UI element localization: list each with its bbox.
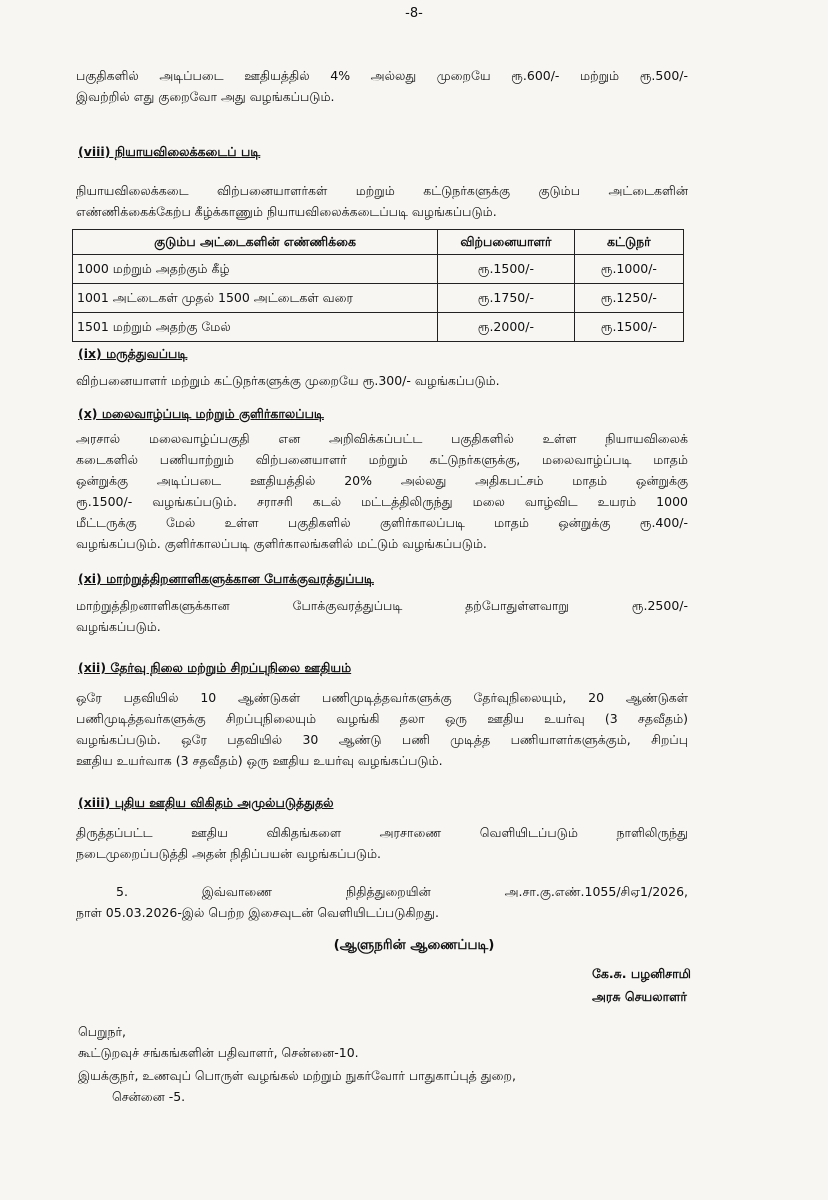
recipient-line: இயக்குநர், உணவுப் பொருள் வழங்கல் மற்றும் நுகர்வோர் பாதுகாப்புத் துறை, [78,1068,516,1083]
cell-packer-amount: ரூ.1000/- [574,255,683,284]
paragraph-line: பணிமுடித்தவர்களுக்கு சிறப்புநிலையும் வழங்கி தலா ஒரு ஊதிய உயர்வு (3 சதவீதம்) [76,711,688,726]
paragraph-line: விற்பனையாளர் மற்றும் கட்டுநர்களுக்கு முறையே ரூ.300/- வழங்கப்படும். [76,373,500,388]
paragraph-line: நடைமுறைப்படுத்தி அதன் நிதிப்பயன் வழங்கப்படும். [76,846,382,861]
paragraph-line: ஊதிய உயர்வாக (3 சதவீதம்) ஒரு ஊதிய உயர்வு வழங்கப்படும். [76,753,443,768]
recipient-line: சென்னை -5. [112,1089,186,1104]
section-heading-x: (x) மலைவாழ்ப்படி மற்றும் குளிர்காலப்படி [78,406,324,421]
paragraph-line: இவற்றில் எது குறைவோ அது வழங்கப்படும். [76,89,335,104]
cell-card-range: 1001 அட்டைகள் முதல் 1500 அட்டைகள் வரை [73,284,438,313]
section-heading-xii: (xii) தேர்வு நிலை மற்றும் சிறப்புநிலை ஊதியம் [78,660,352,675]
table-row [73,313,684,342]
section-xiii-paragraph [76,822,688,864]
paragraph-line: ஒரே பதவியில் 10 ஆண்டுகள் பணிமுடித்தவர்களுக்கு தேர்வுநிலையும், 20 ஆண்டுகள் [76,690,688,705]
section-xii-paragraph [76,687,688,771]
allowance-table [72,229,684,342]
cell-packer-amount: ரூ.1500/- [574,313,683,342]
recipient-line: கூட்டுறவுச் சங்கங்களின் பதிவாளர், சென்னை-10. [78,1045,359,1060]
paragraph-line: மாற்றுத்திறனாளிகளுக்கான போக்குவரத்துப்படி தற்போதுள்ளவாறு ரூ.2500/- [76,598,688,613]
section-heading-xiii: (xiii) புதிய ஊதிய விகிதம் அமுல்படுத்துதல் [78,795,334,810]
paragraph-line: எண்ணிக்கைக்கேற்ப கீழ்க்காணும் நியாயவிலைக்கடைப்படி வழங்கப்படும். [76,204,497,219]
column-header-seller: விற்பனையாளர் [438,230,575,255]
section-ix-paragraph [76,370,688,391]
paragraph-line: வழங்கப்படும். [76,619,161,634]
recipients-label: பெறுநர், [78,1024,127,1039]
paragraph-5-line-1 [116,881,688,902]
table-header-row [73,230,684,255]
cell-card-range: 1000 மற்றும் அதற்கும் கீழ் [73,255,438,284]
section-heading-viii: (viii) நியாயவிலைக்கடைப் படி [78,144,261,159]
cell-seller-amount: ரூ.1500/- [438,255,575,284]
section-xi-paragraph [76,595,688,637]
intro-paragraph [76,65,688,107]
paragraph-line: நியாயவிலைக்கடை விற்பனையாளர்கள் மற்றும் கட்டுநர்களுக்கு குடும்ப அட்டைகளின் [76,183,688,198]
paragraph-line: 5. இவ்வாணை நிதித்துறையின் அ.சா.கு.எண்.1055/சிஏ1/2026, [116,884,688,899]
paragraph-line: திருத்தப்பட்ட ஊதிய விகிதங்களை அரசாணை வெளியிடப்படும் நாளிலிருந்து [76,825,688,840]
paragraph-line: ஒன்றுக்கு அடிப்படை ஊதியத்தில் 20% அல்லது அதிகபட்சம் மாதம் ஒன்றுக்கு [76,473,688,488]
paragraph-line: பகுதிகளில் அடிப்படை ஊதியத்தில் 4% அல்லது முறையே ரூ.600/- மற்றும் ரூ.500/- [76,68,688,83]
paragraph-line: வழங்கப்படும். குளிர்காலப்படி குளிர்காலங்களில் மட்டும் வழங்கப்படும். [76,536,487,551]
column-header-cards: குடும்ப அட்டைகளின் எண்ணிக்கை [73,230,438,255]
page-number: -8- [405,6,423,21]
section-x-paragraph [76,428,688,554]
paragraph-line: வழங்கப்படும். ஒரே பதவியில் 30 ஆண்டு பணி முடித்த பணியாளர்களுக்கும், சிறப்பு [76,732,688,747]
section-heading-xi: (xi) மாற்றுத்திறனாளிகளுக்கான போக்குவரத்துப்படி [78,571,374,586]
governor-order: (ஆளுநரின் ஆணைப்படி) [333,937,495,953]
signatory-designation: அரசு செயலாளர் [592,989,687,1004]
cell-card-range: 1501 மற்றும் அதற்கு மேல் [73,313,438,342]
table-row [73,255,684,284]
cell-packer-amount: ரூ.1250/- [574,284,683,313]
cell-seller-amount: ரூ.2000/- [438,313,575,342]
table-row [73,284,684,313]
signatory-name: கே.சு. பழனிசாமி [592,966,691,981]
column-header-packer: கட்டுநர் [574,230,683,255]
paragraph-line: மீட்டருக்கு மேல் உள்ள பகுதிகளில் குளிர்காலப்படி மாதம் ஒன்றுக்கு ரூ.400/- [76,515,688,530]
section-heading-ix: (ix) மருத்துவப்படி [78,346,188,361]
paragraph-line: கடைகளில் பணியாற்றும் விற்பனையாளர் மற்றும் கட்டுநர்களுக்கு, மலைவாழ்ப்படி மாதம் [76,452,688,467]
section-viii-paragraph [76,180,688,222]
paragraph-line: அரசால் மலைவாழ்ப்பகுதி என அறிவிக்கப்பட்ட பகுதிகளில் உள்ள நியாயவிலைக் [76,431,688,446]
paragraph-5-line-2 [76,902,688,923]
paragraph-line: ரூ.1500/- வழங்கப்படும். சராசரி கடல் மட்டத்திலிருந்து மலை வாழ்விட உயரம் 1000 [76,494,688,509]
cell-seller-amount: ரூ.1750/- [438,284,575,313]
paragraph-line: நாள் 05.03.2026-இல் பெற்ற இசைவுடன் வெளியிடப்படுகிறது. [76,905,439,920]
